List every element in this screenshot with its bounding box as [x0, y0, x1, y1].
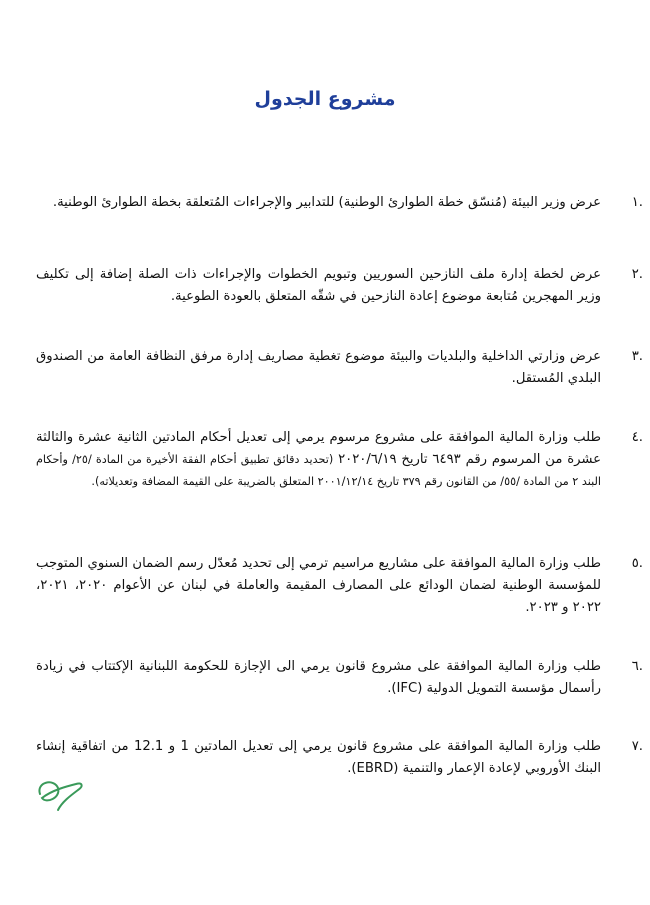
item-number: ٤. — [631, 430, 643, 445]
item-number: ١. — [631, 195, 643, 210]
agenda-item-5 — [36, 553, 643, 619]
item-text: عرض وزير البيئة (مُنسّق خطة الطوارئ الوطنية) للتدابير والإجراءات المُتعلقة بخطة الطوارئ الوطنية. — [52, 195, 601, 210]
signature-mark — [32, 772, 88, 812]
item-number: ٢. — [631, 267, 643, 282]
item-text: عرض وزارتي الداخلية والبلديات والبيئة موضوع تغطية مصاريف إدارة مرفق النظافة العامة من الصندوق البلدي المُستقل. — [36, 349, 601, 386]
item-text-small: (تحديد دقائق تطبيق أحكام الفقة الأخيرة من المادة /٢٥/ وأحكام البند ٢ من المادة /٥٥/ من القانون رقم ٣٧٩ تاريخ ٢٠٠١/١٢/١٤ المتعلق بالضريبة على القيمة المضافة وتعديلاته). — [36, 453, 601, 488]
item-text: طلب وزارة المالية الموافقة على مشروع قانون يرمي إلى تعديل المادتين 1 و 12.1 من اتفاقية إنشاء البنك الأوروبي لإعادة الإعمار والتنمية (EBRD). — [36, 739, 601, 776]
page-title: مشروع الجدول — [254, 88, 396, 110]
agenda-item-1 — [36, 192, 643, 214]
item-text: طلب وزارة المالية الموافقة على مشروع قانون يرمي الى الإجازة للحكومة اللبنانية الإكتتاب في زيادة رأسمال مؤسسة التمويل الدولية (IFC). — [36, 659, 601, 696]
item-number: ٧. — [631, 739, 643, 754]
item-number: ٣. — [631, 349, 643, 364]
item-number: ٦. — [631, 659, 643, 674]
agenda-item-4 — [36, 427, 643, 493]
item-text: عرض لخطة إدارة ملف النازحين السوريين وتبويم الخطوات والإجراءات ذات الصلة إضافة إلى تكليف وزير المهجرين مُتابعة موضوع إعادة النازحين في شقّه المتعلق بالعودة الطوعية. — [36, 267, 601, 304]
item-text: طلب وزارة المالية الموافقة على مشاريع مراسيم ترمي إلى تحديد مُعدّل رسم الضمان السنوي المتوجب للمؤسسة الوطنية لضمان الودائع على المصارف المقيمة والعاملة في لبنان عن الأعوام ٢٠٢٠، ٢٠٢١، ٢٠٢٢ و ٢٠٢٣. — [36, 556, 602, 615]
agenda-item-3 — [36, 346, 643, 390]
agenda-item-2 — [36, 264, 643, 308]
item-text: طلب وزارة المالية الموافقة على مشروع مرسوم يرمي إلى تعديل أحكام المادتين الثانية عشرة والثالثة عشرة من المرسوم رقم ٦٤٩٣ تاريخ ٢٠٢٠/٦/١٩ — [36, 430, 602, 467]
item-number: ٥. — [631, 556, 643, 571]
agenda-item-6 — [36, 656, 643, 700]
agenda-item-7 — [36, 736, 643, 780]
